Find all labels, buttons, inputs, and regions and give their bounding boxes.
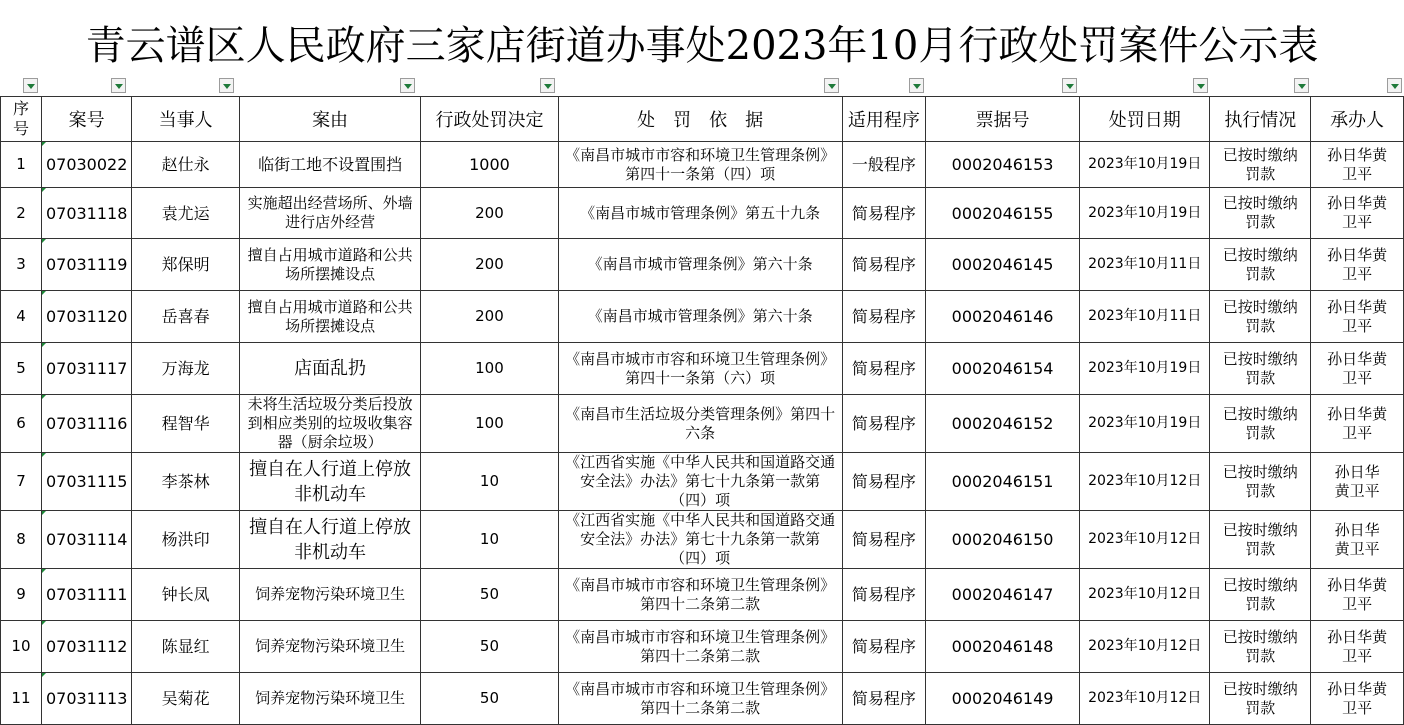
cell-date[interactable]: 2023年10月11日 [1079,239,1210,291]
cell-seq[interactable]: 11 [1,673,42,725]
filter-dropdown-icon[interactable] [111,78,126,93]
cell-procedure[interactable]: 简易程序 [842,511,926,569]
col-header-seq[interactable]: 序号 [1,97,42,142]
cell-case-no[interactable]: 07031115 [41,453,131,511]
cell-procedure[interactable]: 简易程序 [842,453,926,511]
cell-receipt[interactable]: 0002046155 [926,188,1080,239]
cell-decision[interactable]: 100 [421,395,559,453]
table-row [1,569,1404,621]
cell-handler[interactable]: 孙日华黄卫平 [1311,569,1404,621]
cell-receipt[interactable]: 0002046147 [926,569,1080,621]
cell-execution[interactable]: 已按时缴纳罚款 [1210,291,1311,343]
cell-case-no[interactable]: 07031119 [41,239,131,291]
cell-decision[interactable]: 50 [421,673,559,725]
col-header-cause[interactable]: 案由 [239,97,420,142]
cell-basis[interactable]: 《江西省实施《中华人民共和国道路交通安全法》办法》第七十九条第一款第（四）项 [558,453,842,511]
cell-cause[interactable]: 擅自在人行道上停放非机动车 [239,453,420,511]
col-header-handler[interactable]: 承办人 [1311,97,1404,142]
table-row [1,673,1404,725]
table-row [1,188,1404,239]
cell-party[interactable]: 岳喜春 [132,291,240,343]
cell-case-no[interactable]: 07031117 [41,343,131,395]
filter-dropdown-icon[interactable] [23,78,38,93]
col-header-party[interactable]: 当事人 [132,97,240,142]
cell-cause[interactable]: 店面乱扔 [239,343,420,395]
header-row [1,97,1404,142]
cell-seq[interactable]: 8 [1,511,42,569]
cell-date[interactable]: 2023年10月12日 [1079,453,1210,511]
cell-receipt[interactable]: 0002046145 [926,239,1080,291]
cell-party[interactable]: 万海龙 [132,343,240,395]
cell-handler[interactable]: 孙日华黄卫平 [1311,239,1404,291]
cell-execution[interactable]: 已按时缴纳罚款 [1210,343,1311,395]
cell-basis[interactable]: 《江西省实施《中华人民共和国道路交通安全法》办法》第七十九条第一款第（四）项 [558,511,842,569]
cell-cause[interactable]: 饲养宠物污染环境卫生 [239,673,420,725]
cell-cause[interactable]: 擅自占用城市道路和公共场所摆摊设点 [239,291,420,343]
cell-cause[interactable]: 临街工地不设置围挡 [239,142,420,188]
cell-execution[interactable]: 已按时缴纳罚款 [1210,511,1311,569]
cell-execution[interactable]: 已按时缴纳罚款 [1210,239,1311,291]
filter-dropdown-icon[interactable] [540,78,555,93]
cell-decision[interactable]: 50 [421,621,559,673]
cell-handler[interactable]: 孙日华黄卫平 [1311,343,1404,395]
cell-basis[interactable]: 《南昌市城市市容和环境卫生管理条例》第四十一条第（六）项 [558,343,842,395]
table-row [1,239,1404,291]
cell-decision[interactable]: 10 [421,511,559,569]
table-row [1,343,1404,395]
cell-party[interactable]: 陈显红 [132,621,240,673]
cell-decision[interactable]: 200 [421,239,559,291]
cell-receipt[interactable]: 0002046146 [926,291,1080,343]
cell-execution[interactable]: 已按时缴纳罚款 [1210,142,1311,188]
cell-decision[interactable]: 200 [421,291,559,343]
cell-procedure[interactable]: 简易程序 [842,239,926,291]
cell-procedure[interactable]: 简易程序 [842,291,926,343]
filter-dropdown-icon[interactable] [1193,78,1208,93]
col-header-basis[interactable]: 处 罚 依 据 [558,97,842,142]
cell-cause[interactable]: 实施超出经营场所、外墙进行店外经营 [239,188,420,239]
cell-date[interactable]: 2023年10月19日 [1079,188,1210,239]
cell-handler[interactable]: 孙日华 黄卫平 [1311,453,1404,511]
filter-dropdown-icon[interactable] [400,78,415,93]
cell-seq[interactable]: 2 [1,188,42,239]
col-header-date[interactable]: 处罚日期 [1079,97,1210,142]
cell-cause[interactable]: 未将生活垃圾分类后投放到相应类别的垃圾收集容器（厨余垃圾） [239,395,420,453]
cell-procedure[interactable]: 简易程序 [842,343,926,395]
filter-dropdown-icon[interactable] [909,78,924,93]
cell-seq[interactable]: 4 [1,291,42,343]
cell-seq[interactable]: 9 [1,569,42,621]
cell-procedure[interactable]: 一般程序 [842,142,926,188]
cell-execution[interactable]: 已按时缴纳罚款 [1210,621,1311,673]
cell-case-no[interactable]: 07031118 [41,188,131,239]
cell-basis[interactable]: 《南昌市城市管理条例》第五十九条 [558,188,842,239]
cell-seq[interactable]: 1 [1,142,42,188]
cell-handler[interactable]: 孙日华黄卫平 [1311,291,1404,343]
filter-dropdown-icon[interactable] [1294,78,1309,93]
cell-receipt[interactable]: 0002046149 [926,673,1080,725]
cell-date[interactable]: 2023年10月19日 [1079,343,1210,395]
cell-cause[interactable]: 饲养宠物污染环境卫生 [239,621,420,673]
table-row [1,395,1404,453]
cell-party[interactable]: 钟长凤 [132,569,240,621]
cell-procedure[interactable]: 简易程序 [842,621,926,673]
table-row [1,511,1404,569]
cell-handler[interactable]: 孙日华 黄卫平 [1311,511,1404,569]
col-header-procedure[interactable]: 适用程序 [842,97,926,142]
cell-seq[interactable]: 6 [1,395,42,453]
cell-basis[interactable]: 《南昌市城市市容和环境卫生管理条例》第四十二条第二款 [558,569,842,621]
table-row [1,291,1404,343]
cell-party[interactable]: 赵仕永 [132,142,240,188]
cell-party[interactable]: 程智华 [132,395,240,453]
cell-basis[interactable]: 《南昌市城市市容和环境卫生管理条例》第四十一条第（四）项 [558,142,842,188]
cell-basis[interactable]: 《南昌市城市市容和环境卫生管理条例》第四十二条第二款 [558,621,842,673]
cell-decision[interactable]: 100 [421,343,559,395]
cell-basis[interactable]: 《南昌市城市管理条例》第六十条 [558,239,842,291]
cell-handler[interactable]: 孙日华黄卫平 [1311,142,1404,188]
cell-seq[interactable]: 5 [1,343,42,395]
filter-dropdown-icon[interactable] [1387,78,1402,93]
cell-party[interactable]: 杨洪印 [132,511,240,569]
col-header-decision[interactable]: 行政处罚决定 [421,97,559,142]
cell-date[interactable]: 2023年10月19日 [1079,142,1210,188]
cell-handler[interactable]: 孙日华黄卫平 [1311,673,1404,725]
cell-decision[interactable]: 1000 [421,142,559,188]
cell-decision[interactable]: 200 [421,188,559,239]
cell-date[interactable]: 2023年10月12日 [1079,621,1210,673]
cell-party[interactable]: 吴菊花 [132,673,240,725]
cell-receipt[interactable]: 0002046148 [926,621,1080,673]
cell-execution[interactable]: 已按时缴纳罚款 [1210,453,1311,511]
cell-case-no[interactable]: 07031112 [41,621,131,673]
table-row [1,453,1404,511]
cell-receipt[interactable]: 0002046151 [926,453,1080,511]
cell-date[interactable]: 2023年10月12日 [1079,511,1210,569]
col-header-receipt[interactable]: 票据号 [926,97,1080,142]
cell-cause[interactable]: 擅自占用城市道路和公共场所摆摊设点 [239,239,420,291]
cell-receipt[interactable]: 0002046154 [926,343,1080,395]
cell-execution[interactable]: 已按时缴纳罚款 [1210,395,1311,453]
cell-basis[interactable]: 《南昌市城市管理条例》第六十条 [558,291,842,343]
cell-date[interactable]: 2023年10月12日 [1079,569,1210,621]
cell-party[interactable]: 李茶林 [132,453,240,511]
cell-handler[interactable]: 孙日华黄卫平 [1311,395,1404,453]
cell-handler[interactable]: 孙日华黄卫平 [1311,188,1404,239]
cell-decision[interactable]: 50 [421,569,559,621]
page-title: 青云谱区人民政府三家店街道办事处2023年10月行政处罚案件公示表 [85,23,1319,69]
cell-seq[interactable]: 7 [1,453,42,511]
filter-bar [0,77,1404,96]
penalty-table [0,96,1404,725]
cell-case-no[interactable]: 07030022 [41,142,131,188]
table-row [1,142,1404,188]
col-header-case-no[interactable]: 案号 [41,97,131,142]
cell-case-no[interactable]: 07031116 [41,395,131,453]
cell-procedure[interactable]: 简易程序 [842,395,926,453]
cell-execution[interactable]: 已按时缴纳罚款 [1210,673,1311,725]
cell-handler[interactable]: 孙日华黄卫平 [1311,621,1404,673]
cell-execution[interactable]: 已按时缴纳罚款 [1210,569,1311,621]
cell-receipt[interactable]: 0002046153 [926,142,1080,188]
cell-receipt[interactable]: 0002046152 [926,395,1080,453]
cell-seq[interactable]: 10 [1,621,42,673]
cell-date[interactable]: 2023年10月12日 [1079,673,1210,725]
cell-seq[interactable]: 3 [1,239,42,291]
cell-decision[interactable]: 10 [421,453,559,511]
cell-case-no[interactable]: 07031120 [41,291,131,343]
cell-cause[interactable]: 擅自在人行道上停放非机动车 [239,511,420,569]
cell-cause[interactable]: 饲养宠物污染环境卫生 [239,569,420,621]
cell-date[interactable]: 2023年10月11日 [1079,291,1210,343]
cell-basis[interactable]: 《南昌市生活垃圾分类管理条例》第四十六条 [558,395,842,453]
cell-party[interactable]: 袁尤运 [132,188,240,239]
cell-basis[interactable]: 《南昌市城市市容和环境卫生管理条例》第四十二条第二款 [558,673,842,725]
cell-case-no[interactable]: 07031111 [41,569,131,621]
cell-receipt[interactable]: 0002046150 [926,511,1080,569]
filter-dropdown-icon[interactable] [824,78,839,93]
cell-execution[interactable]: 已按时缴纳罚款 [1210,188,1311,239]
cell-procedure[interactable]: 简易程序 [842,569,926,621]
cell-case-no[interactable]: 07031114 [41,511,131,569]
filter-dropdown-icon[interactable] [219,78,234,93]
cell-procedure[interactable]: 简易程序 [842,188,926,239]
col-header-execution[interactable]: 执行情况 [1210,97,1311,142]
table-row [1,621,1404,673]
cell-date[interactable]: 2023年10月19日 [1079,395,1210,453]
filter-dropdown-icon[interactable] [1062,78,1077,93]
cell-party[interactable]: 郑保明 [132,239,240,291]
cell-case-no[interactable]: 07031113 [41,673,131,725]
cell-procedure[interactable]: 简易程序 [842,673,926,725]
